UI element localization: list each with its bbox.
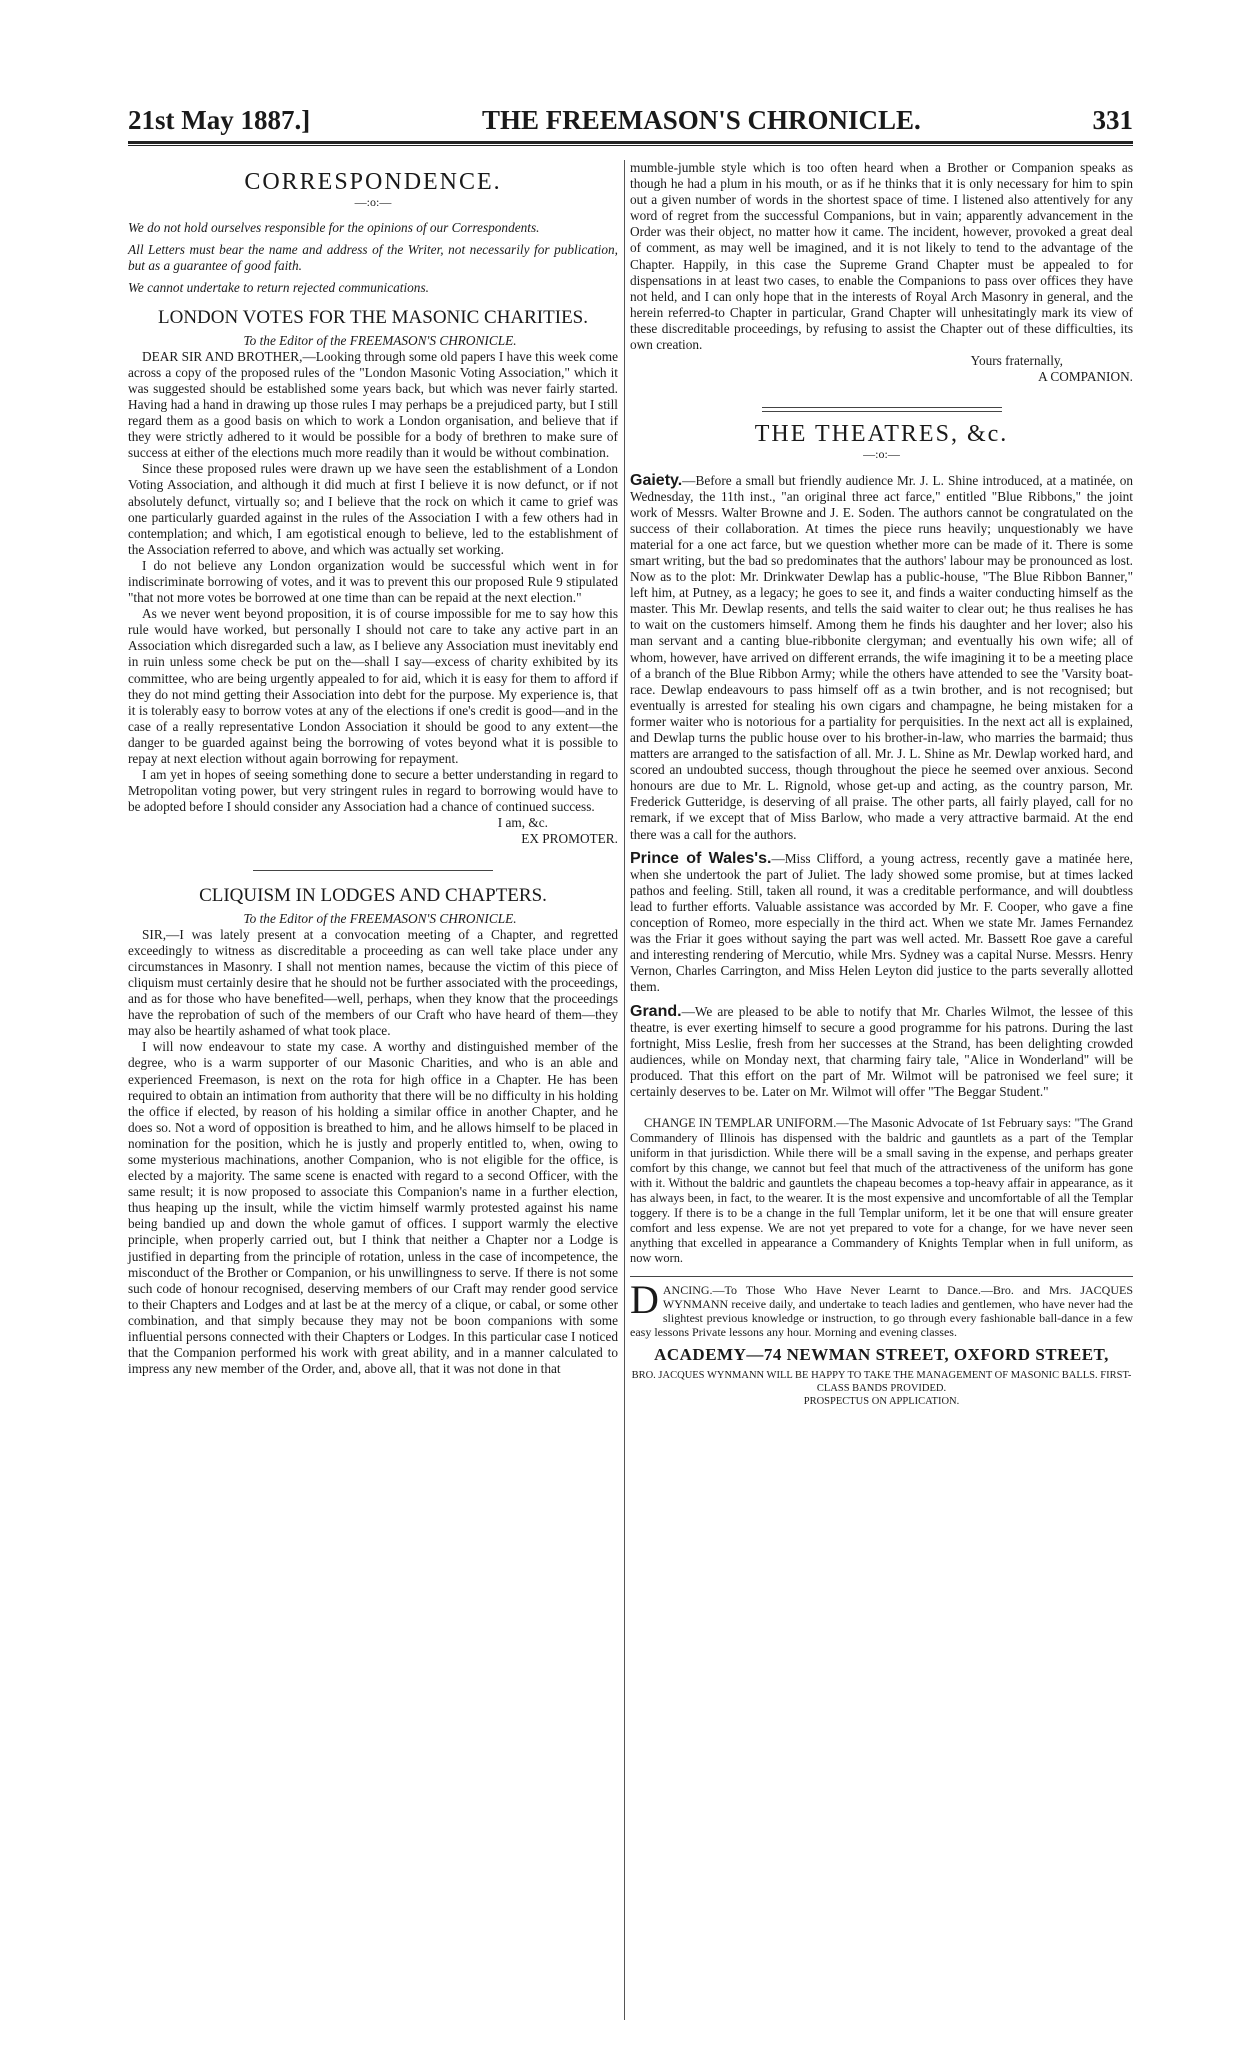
notice-rejected: We cannot undertake to return rejected communications. xyxy=(128,280,429,296)
letter-paragraph: Since these proposed rules were drawn up we have seen the establishment of a London Voting Association, and although it did much at first I believe it is now defunct, or if not absolutely defunct, virtually so; and I believe that the rock on which it came to grief was one particularly guarded against in the rules of the Association I with a few others had in contemplation; and which, I am egotistical enough to believe, led to the establishment of the Association referred to above, and which was actually set working. xyxy=(128,461,618,557)
masthead xyxy=(128,102,1133,138)
editorial-notice xyxy=(128,220,618,296)
theatre-review-grand xyxy=(630,1004,1133,1101)
templar-uniform-item xyxy=(630,1116,1133,1266)
letter-paragraph: As we never went beyond proposition, it is of course impossible for me to say how this rule would have worked, but personally I should not care to take any active part in an Association which disregarded such a law, as I believe any Association must inevitably end in ruin unless some check be put on the—shall I say—excess of charity exhibited by its committee, who are being urgently appealed to for aid, which it is easy for them to afford if they do not mind getting their Association into debt for the purpose. My experience is, that it is tolerably easy to borrow votes at any of the elections if one's credit is good—and in the case of a really representative London Association it should be good to any extent—the danger to be guarded against being the borrowing of votes beyond what it is possible to repay at next election without again borrowing for repayment. xyxy=(128,606,618,766)
issue-date: 21st May 1887.] xyxy=(128,104,311,135)
advert-footer: BRO. JACQUES WYNMANN WILL BE HAPPY TO TAKE THE MANAGEMENT OF MASONIC BALLS. FIRST-CLASS BANDS PROVIDED. xyxy=(631,1370,1132,1395)
theatre-name: Gaiety. xyxy=(630,471,683,489)
column-divider xyxy=(624,160,625,2020)
spacer xyxy=(630,996,1133,1004)
salutation: SIR, xyxy=(142,926,167,942)
letter-signature: A COMPANION. xyxy=(1038,369,1133,385)
advert-prospectus: PROSPECTUS ON APPLICATION. xyxy=(803,1396,960,1408)
letter-paragraph xyxy=(128,927,618,1040)
paragraph-text: —I was lately present at a convocation meeting of a Chapter, and regretted exceedingly to witness as discreditable a proceeding as can well take place under any circumstances in Masonry. I shall not mention names, because the victim of this piece of cliquism must certainly desire that he should not be further associated with the proceedings, and as for those who have benefited—well, perhaps, when they know that the proceedings have the reprobation of such of the members of our Craft who have heard of them—they may also be heartily ashamed of what took place. xyxy=(128,926,618,1039)
salutation: DEAR SIR AND BROTHER, xyxy=(142,348,303,364)
review-text: —Miss Clifford, a young actress, recently gave a matinée here, when she undertook the part of Juliet. The lady showed some promise, but at times lacked pathos and feeling. Still, taken all round, it was a creditable performance, and will doubtless lead to further efforts. Valuable assistance was accorded by Mr. F. Cooper, who gave a fine conception of Romeo, more especially in the third act. When we state Mr. James Fernandez was the Friar it goes without saying the part was well acted. Mr. Bassett Roe gave a careful and interesting rendering of Mercutio, while Mrs. Sydney was a capital Nurse. Messrs. Henry Vernon, Charles Carrington, and Miss Helen Leyton did justice to the parts severally allotted them. xyxy=(630,850,1133,995)
letter-continuation: mumble-jumble style which is too often heard when a Brother or Companion speaks as though he had a plum in his mouth, or as if he thinks that it is only necessary for him to spin out a given number of words in the shortest space of time. I listened also attentively for any word of regret from the successful Companions, but in vain; apparently advancement in the Order was their object, no matter how it came. The incident, however, provoked a great deal of comment, as may well be imagined, and it is not likely to tend to the advantage of the Chapter. Happily, in this case the Supreme Grand Chapter must be appealed to for dispensations in at least two cases, to enable the Companions to pass over offices they have not held, and I can only hope that in the interests of Royal Arch Masonry in general, and the herein referred-to Chapter in particular, Grand Chapter will unhesitatingly mark its view of these discreditable proceedings, by refusing to assist the Chapter out of these difficulties, its own creation. xyxy=(630,160,1133,353)
dancing-advertisement xyxy=(630,1276,1133,1408)
section-separator: —:o:— xyxy=(354,195,392,210)
letter-closing: I am, &c. xyxy=(497,815,548,831)
theatre-review-gaiety xyxy=(630,473,1133,843)
notice-name-address: All Letters must bear the name and address of the Writer, not necessarily for publication, but as a guarantee of good faith. xyxy=(128,242,618,274)
article-title-cliquism: CLIQUISM IN LODGES AND CHAPTERS. xyxy=(199,884,547,906)
theatre-name: Prince of Wales's. xyxy=(630,849,772,867)
right-column xyxy=(630,160,1133,1408)
letter-paragraph: I will now endeavour to state my case. A worthy and distinguished member of the degree, who is a warm supporter of our Masonic Charities, and who is an able and experienced Freemason, is next on the rota for high office in a Chapter. He has been required to obtain an intimation from authority that there will be no difficulty in his holding the office if elected, by reason of his holding a similar office in another Chapter, and he does so. Not a word of opposition is breathed to him, and he allows himself to be placed in nomination for the position, which he is justly and properly entitled to, when, owing to some mysterious machinations, another Companion, who is not eligible for the office, is elected by a majority. The same scene is enacted with regard to a second Officer, with the same result; it is now proposed to associate this Companion's name in a further election, thus heaping up the insult, while the victim himself warmly protested against his name being bandied up and down the whole gamut of offices. I support warmly the elective principle, when properly carried out, but I think that neither a Chapter nor a Lodge is justified in departing from the principle of rotation, unless in the case of incompetence, the misconduct of the Brother or Companion, or his unwillingness to serve. If there is not some such code of honour recognised, deserving members of our Craft may render good service to their Chapters and Lodges and at last be at the mercy of a clique, or cabal, or some other combination, and that simply because they may not be boon companions with some influential persons connected with their Chapters or Lodges. In this particular case I noticed that the Companion performed his work with great ability, and in a manner calculated to impress any new member of the Order, and, above all, that it was not done in that xyxy=(128,1039,618,1377)
letter-paragraph xyxy=(128,349,618,462)
masthead-rule xyxy=(128,141,1133,146)
article-byline: To the Editor of the FREEMASON'S CHRONICLE. xyxy=(243,910,517,926)
section-separator: —:o:— xyxy=(863,447,900,462)
article-title-london-votes: LONDON VOTES FOR THE MASONIC CHARITIES. xyxy=(158,306,588,328)
letter-signature: EX PROMOTER. xyxy=(521,831,618,847)
spacer xyxy=(630,1108,1133,1116)
letter-paragraph: I am yet in hopes of seeing something done to secure a better understanding in regard to Metropolitan voting power, but very stringent rules in regard to borrowing would have to be adopted before I should consider any Association had a chance of continued success. xyxy=(128,767,618,815)
article-byline: To the Editor of the FREEMASON'S CHRONICLE. xyxy=(243,332,517,348)
notice-responsibility: We do not hold ourselves responsible for the opinions of our Correspondents. xyxy=(128,220,540,236)
item-lead: CHANGE IN TEMPLAR UNIFORM. xyxy=(644,1116,837,1131)
item-text: —The Masonic Advocate of 1st February says: "The Grand Commandery of Illinois has dispensed with the baldric and gauntlets as a part of the Templar uniform in that jurisdiction. While there will be a small saving in the expense, and perhaps greater comfort by this change, we cannot but feel that much of the attractiveness of the uniform has gone with it. Without the baldric and gauntlets the chapeau becomes a top-heavy affair in appearance, as it has always been, in fact, to the wearer. It is the most expensive and uncomfortable of all the Templar toggery. If there is to be a change in the full Templar uniform, let it be one that will ensure greater comfort and less expense. We are not yet prepared to vote for a change, for we have never seen anything that excelled in appearance a Commandery of Knights Templar when in full uniform, as now worn. xyxy=(630,1116,1133,1266)
review-text: —We are pleased to be able to notify that Mr. Charles Wilmot, the lessee of this theatre, is ever exerting himself to secure a good programme for his patrons. During the last fortnight, Miss Leslie, fresh from her successes at the Strand, has been delighting crowded audiences, while on Monday next, that charming fairy tale, "Alice in Wonderland" will be produced. That this effort on the part of Mr. Wilmot will be patronised we feel sure; it certainly deserves to be. Later on Mr. Wilmot will offer "The Beggar Student." xyxy=(630,1003,1133,1099)
letter-paragraph: I do not believe any London organization would be successful which went in for indiscriminate borrowing of votes, and it was to prevent this our proposed Rule 9 stipulated "that not more votes be borrowed at one time than can be repaid at the next election." xyxy=(128,557,618,606)
theatre-name: Grand. xyxy=(630,1002,682,1020)
page-number: 331 xyxy=(1092,104,1133,135)
left-column xyxy=(128,160,618,1377)
article-rule xyxy=(253,870,493,871)
letter-closing: Yours fraternally, xyxy=(970,353,1063,369)
publication-title: THE FREEMASON'S CHRONICLE. xyxy=(481,104,921,135)
review-text: —Before a small but friendly audience Mr. J. L. Shine introduced, at a matinée, on Wednesday, the 11th inst., "an original three act farce," entitled "Blue Ribbons," the joint work of Messrs. Walter Browne and J. E. Soden. The authors cannot be congratulated on the success of their collaboration. At times the piece runs heavily; unquestionably we have material for a one act farce, but we question whether more can be made of it. There is some smart writing, but the bad so predominates that the authors' labour may be pronounced as lost. Now as to the plot: Mr. Drinkwater Dewlap has a public-house, "The Blue Ribbon Banner," left him, at Putney, as a legacy; he goes to see it, and finds a waiter conducting himself as the master. This Mr. Dewlap resents, and tells the said waiter to clear out; he thus realises he has to wait on the customers himself. Among them he finds his daughter and her lover; also his man servant and a canting blue-ribbonite clergyman; and eventually his own wife; all of whom, however, have arrived on different errands, the wife imagining it to be a meeting place of a branch of the Blue Ribbon Army; while the others have attended to see the 'Varsity boat-race. Dewlap endeavours to pass himself off as a twin brother, and is not recognised; but eventually is arrested for stealing his own cigars and champagne, he being mistaken for a former waiter who is notorious for a partiality for perquisities. In the next act all is explained, and Dewlap turns the public house over to his brother-in-law, who marries the barmaid; thus matters are arranged to the satisfaction of all. Mr. J. L. Shine as Mr. Dewlap worked hard, and scored an undoubted success, though throughout the piece he seemed over anxious. Second honours are due to Mr. L. Rignold, whose get-up and acting, as the country parson, Mr. Frederick Gutteridge, is deserving of all praise. The other parts, all fairly played, call for no remark, if we except that of Miss Barlow, who made a very attractive barmaid. At the end there was a call for the authors. xyxy=(630,472,1133,842)
section-rule xyxy=(762,407,1002,412)
paragraph-text: —Looking through some old papers I have this week come across a copy of the proposed rules of the "London Masonic Voting Association," which it was suggested should be established some years back, but which was never fairly started. Having had a hand in drawing up those rules I may perhaps be a prejudiced party, but I still regard them as a good basis on which to work a London organisation, and believe that if they were strictly adhered to it would be possible for a body of brethren to make sure of success at either of the elections much more readily than it would be without combination. xyxy=(128,348,618,461)
correspondence-heading: CORRESPONDENCE. xyxy=(244,169,502,195)
theatre-review-prince-of-wales xyxy=(630,851,1133,996)
theatres-heading: THE THEATRES, &c. xyxy=(754,421,1009,448)
advert-address: ACADEMY—74 NEWMAN STREET, OXFORD STREET, xyxy=(654,1345,1109,1365)
advert-body xyxy=(630,1277,1133,1340)
drop-cap: D xyxy=(630,1277,659,1323)
spacer xyxy=(630,1100,1133,1108)
advert-text: ANCING.—To Those Who Have Never Learnt to Dance.—Bro. and Mrs. JACQUES WYNMANN receive daily, and undertake to teach ladies and gentlemen, who have never had the slightest previous knowledge or instruction, to go through every fashionable ball-dance in a few easy lessons Private lessons any hour. Morning and evening classes. xyxy=(630,1283,1133,1340)
